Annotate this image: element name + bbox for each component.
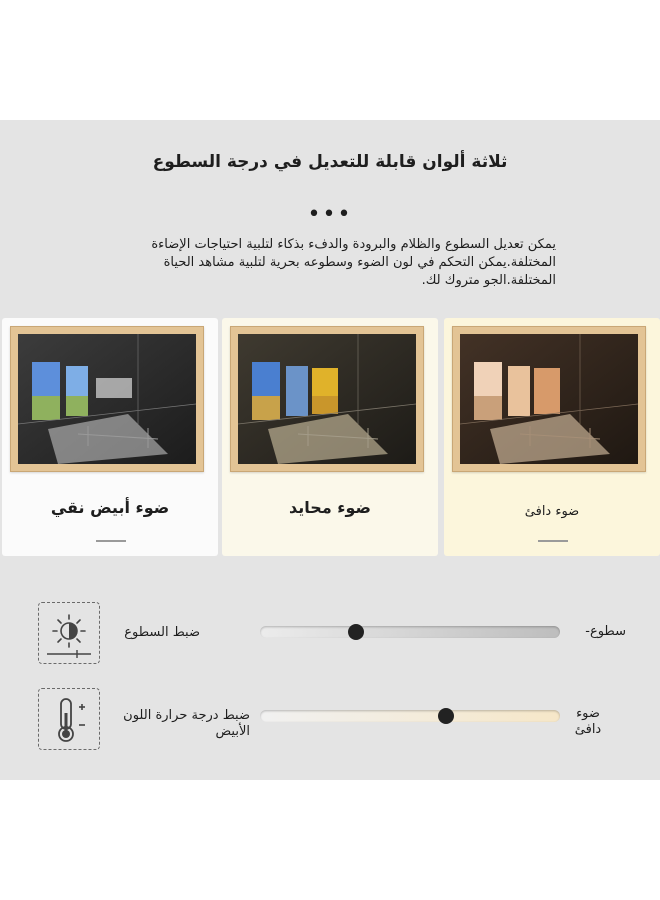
card-label: ضوء محايد	[289, 498, 371, 517]
card-neutral-light[interactable]	[222, 318, 438, 556]
color-temperature-label-line: الأبيض	[215, 724, 250, 739]
card-label: ضوء دافئ	[524, 504, 580, 519]
end-label-line: ضوء	[576, 706, 600, 721]
thermometer-icon	[38, 688, 100, 750]
description	[70, 236, 556, 290]
card-pure-white-light[interactable]	[2, 318, 218, 556]
dots-divider: •••	[307, 202, 353, 227]
card-underline	[538, 540, 568, 542]
room-scene-image	[460, 334, 638, 464]
page-title: ثلاثة ألوان قابلة للتعديل في درجة السطوع	[152, 152, 508, 172]
card-label: ضوء أبيض نقي	[50, 498, 170, 517]
color-temperature-end-label	[568, 706, 608, 738]
brightness-slider[interactable]	[260, 626, 560, 638]
card-underline	[96, 540, 126, 542]
color-temperature-label-line: ضبط درجة حرارة اللون	[123, 708, 250, 723]
description-line: المختلفة.يمكن التحكم في لون الضوء وسطوعه بحرية لتلبية مشاهد الحياة	[163, 255, 556, 270]
card-warm-light[interactable]	[444, 318, 660, 556]
brightness-icon	[38, 602, 100, 664]
wooden-frame	[452, 326, 646, 472]
color-temperature-label	[100, 708, 250, 740]
slider-knob[interactable]	[438, 708, 454, 724]
wooden-frame	[230, 326, 424, 472]
end-label-line: دافئ	[574, 722, 602, 737]
slider-knob[interactable]	[348, 624, 364, 640]
brightness-label: ضبط السطوع	[124, 625, 200, 640]
room-scene-image	[18, 334, 196, 464]
color-temperature-slider[interactable]	[260, 710, 560, 722]
wooden-frame	[10, 326, 204, 472]
description-line: يمكن تعديل السطوع والظلام والبرودة والدفء بذكاء لتلبية احتياجات الإضاءة	[151, 237, 556, 252]
room-scene-image	[238, 334, 416, 464]
brightness-end-label: سطوع-	[585, 624, 626, 639]
description-line: المختلفة.الجو متروك لك.	[421, 273, 556, 288]
